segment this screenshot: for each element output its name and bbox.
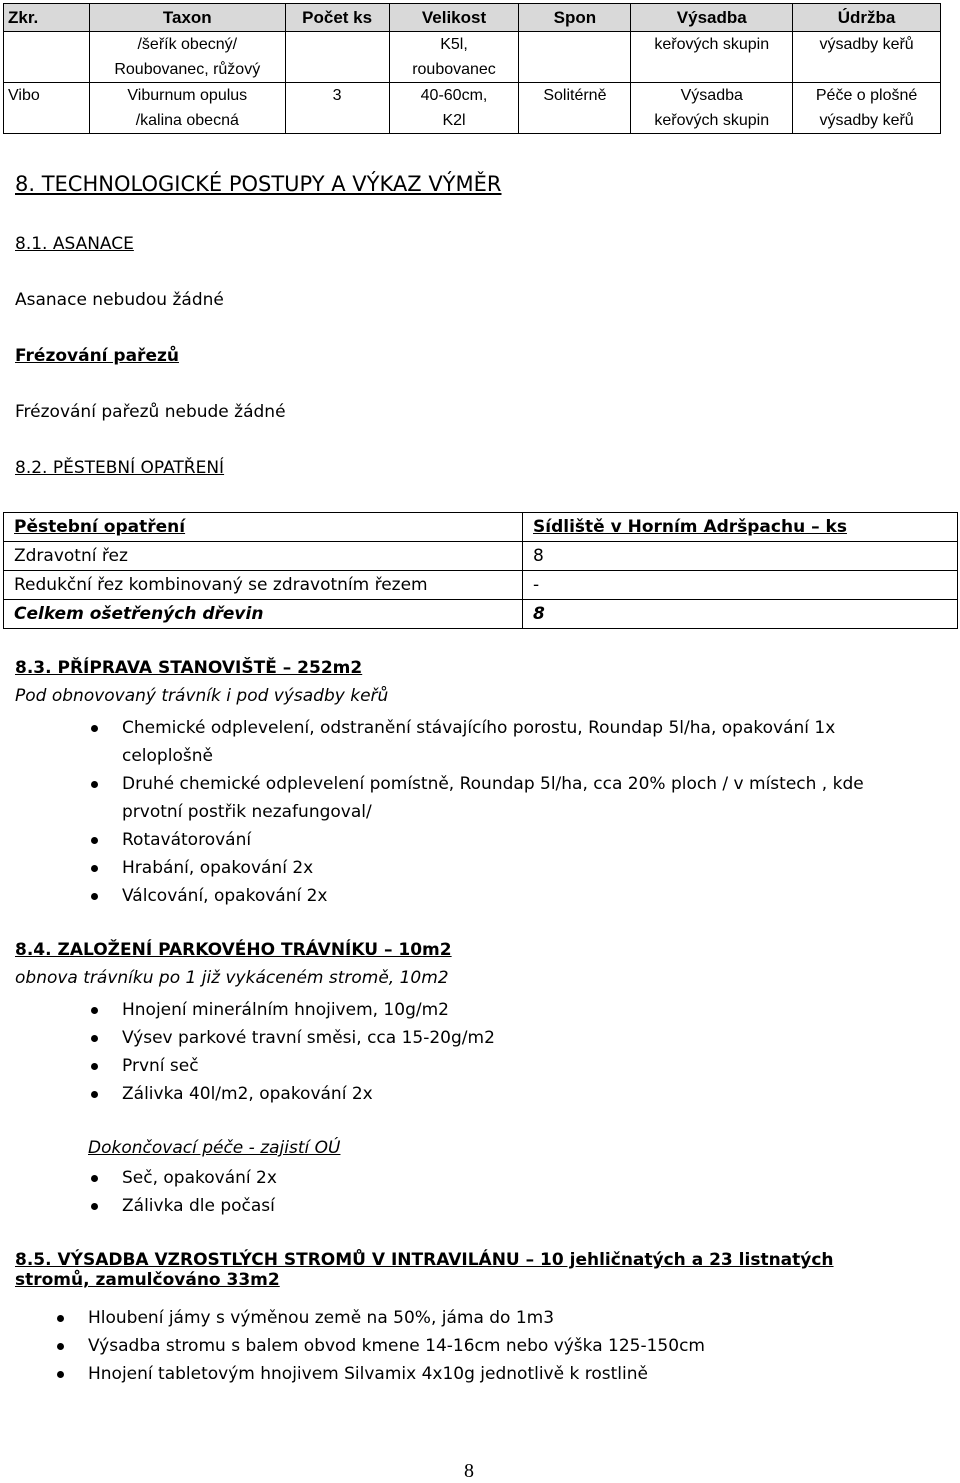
bullet-icon [91, 1007, 98, 1014]
list-item: Rotavátorování [122, 826, 942, 854]
list-item: Chemické odplevelení, odstranění stávajícího porostu, Roundap 5l/ha, opakování 1x celoplošně [122, 714, 942, 770]
plant-table [3, 3, 941, 134]
list-item: Hrabání, opakování 2x [122, 854, 942, 882]
section-8-4-title: 8.4. ZALOŽENÍ PARKOVÉHO TRÁVNÍKU – 10m2 [15, 940, 452, 960]
list-item: Zálivka 40l/m2, opakování 2x [122, 1080, 942, 1108]
measures-header-2: Sídliště v Horním Adršpachu – ks [523, 513, 958, 542]
header-spon: Spon [519, 4, 631, 32]
frezovani-subtitle: Frézování pařezů [15, 346, 179, 366]
list-item: Hnojení minerálním hnojivem, 10g/m2 [122, 996, 942, 1024]
lawn-list [122, 996, 942, 1108]
vysadba-cell: keřových skupin [631, 32, 793, 83]
section-8-1-title: 8.1. ASANACE [15, 234, 134, 254]
bullet-icon [57, 1371, 64, 1378]
taxon-cell: /šeřík obecný/ Roubovanec, růžový [89, 32, 285, 83]
list-item: Seč, opakování 2x [122, 1164, 942, 1192]
udrzba-cell: Péče o plošné výsadby keřů [793, 83, 941, 134]
header-taxon: Taxon [89, 4, 285, 32]
list-item: Výsadba stromu s balem obvod kmene 14-16cm nebo výška 125-150cm [88, 1332, 948, 1360]
velikost-cell: K5l, roubovanec [389, 32, 519, 83]
table-row [4, 32, 941, 83]
list-item: Válcování, opakování 2x [122, 882, 942, 910]
bullet-icon [91, 865, 98, 872]
spon-cell: Solitérně [519, 83, 631, 134]
taxon-cell: Viburnum opulus /kalina obecná [89, 83, 285, 134]
bullet-icon [91, 781, 98, 788]
list-item: Hnojení tabletovým hnojivem Silvamix 4x10g jednotlivě k rostlině [88, 1360, 948, 1388]
header-pocet: Počet ks [285, 4, 389, 32]
care-list [122, 1164, 942, 1220]
bullet-icon [91, 725, 98, 732]
table-row [4, 83, 941, 134]
bullet-icon [91, 1203, 98, 1210]
header-velikost: Velikost [389, 4, 519, 32]
list-item: První seč [122, 1052, 942, 1080]
bullet-icon [57, 1315, 64, 1322]
section-8-5-title: 8.5. VÝSADBA VZROSTLÝCH STROMŮ V INTRAVILÁNU – 10 jehličnatých a 23 listnatých stromů, zamulčováno 33m2 [15, 1250, 834, 1290]
header-vysadba: Výsadba [631, 4, 793, 32]
page-number: 8 [464, 1460, 474, 1482]
list-item: Hloubení jámy s výměnou země na 50%, jáma do 1m3 [88, 1304, 948, 1332]
measures-total-row: Celkem ošetřených dřevin 8 [4, 600, 958, 629]
plant-table-header [4, 4, 941, 32]
zkr-cell: Vibo [4, 83, 90, 134]
section-8-2-title: 8.2. PĚSTEBNÍ OPATŘENÍ [15, 458, 225, 478]
section-8-4-subtitle: obnova trávníku po 1 již vykáceném stromě, 10m2 [15, 968, 449, 988]
asanace-text: Asanace nebudou žádné [15, 290, 224, 310]
tree-planting-list [88, 1304, 948, 1388]
measures-table [3, 512, 958, 629]
section-8-3-subtitle: Pod obnovovaný trávník i pod výsadby keřů [15, 686, 389, 706]
measures-header-1: Pěstební opatření [4, 513, 523, 542]
list-item: Výsev parkové travní směsi, cca 15-20g/m2 [122, 1024, 942, 1052]
bullet-icon [91, 1175, 98, 1182]
bullet-icon [91, 1091, 98, 1098]
velikost-cell: 40-60cm, K2l [389, 83, 519, 134]
section-8-3-title: 8.3. PŘÍPRAVA STANOVIŠTĚ – 252m2 [15, 658, 363, 678]
care-title: Dokončovací péče - zajistí OÚ [88, 1138, 341, 1158]
bullet-icon [57, 1343, 64, 1350]
bullet-icon [91, 837, 98, 844]
table-row: Zdravotní řez 8 [4, 542, 958, 571]
list-item: Druhé chemické odplevelení pomístně, Roundap 5l/ha, cca 20% ploch / v místech , kde prvotní postřik nezafungoval/ [122, 770, 942, 826]
udrzba-cell: výsadby keřů [793, 32, 941, 83]
section-8-title: 8. TECHNOLOGICKÉ POSTUPY A VÝKAZ VÝMĚR [15, 172, 502, 196]
bullet-icon [91, 1063, 98, 1070]
vysadba-cell: Výsadba keřových skupin [631, 83, 793, 134]
measures-header-row [4, 513, 958, 542]
header-udrzba: Údržba [793, 4, 941, 32]
header-zkr: Zkr. [4, 4, 90, 32]
pocet-cell: 3 [285, 83, 389, 134]
list-item: Zálivka dle počasí [122, 1192, 942, 1220]
frezovani-text: Frézování pařezů nebude žádné [15, 402, 286, 422]
bullet-icon [91, 1035, 98, 1042]
preparation-list [122, 714, 942, 910]
table-row: Redukční řez kombinovaný se zdravotním řezem - [4, 571, 958, 600]
bullet-icon [91, 893, 98, 900]
